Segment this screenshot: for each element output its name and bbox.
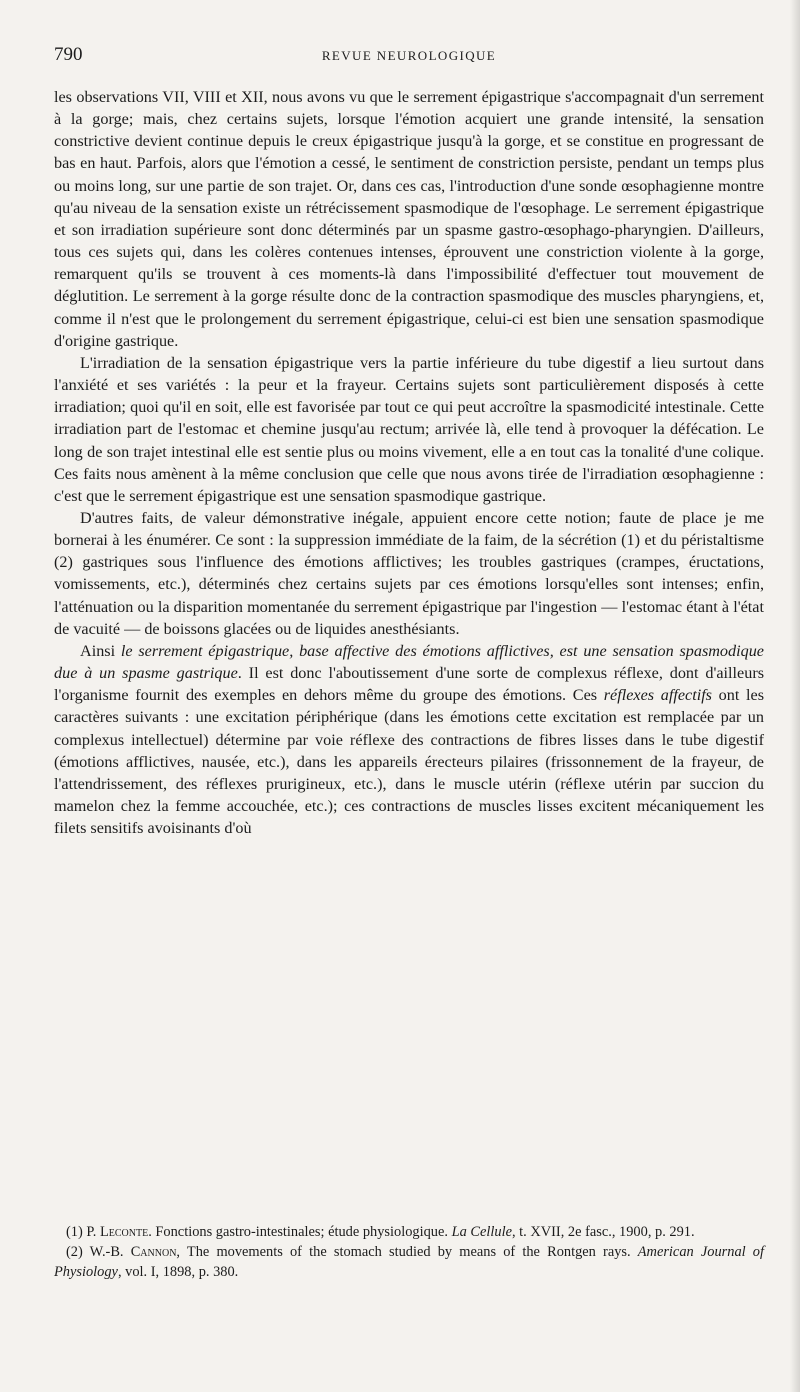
paragraph-1: les observations VII, VIII et XII, nous avons vu que le serrement épigastrique s'accompagnait d'un serrement à la gorge; mais, chez certains sujets, lorsque l'émotion acquiert une grande intensité, la sensation constrictive devient continue depuis le creux épigastrique jusqu'à la gorge, et se constitue en progressant de bas en haut. Parfois, alors que l'émotion a cessé, le sentiment de constriction persiste, pendant un temps plus ou moins long, sur une partie de son trajet. Or, dans ces cas, l'introduction d'une sonde œsophagienne montre qu'au niveau de la sensation existe un rétrécissement spasmodique de l'œsophage. Le serrement épigastrique et son irradiation supérieure sont donc déterminés par un spasme gastro-œsophago-pharyngien. D'ailleurs, tous ces sujets qui, dans les colères contenues intenses, éprouvent une constriction violente à la gorge, remarquent qu'ils se trouvent à ces moments-là dans l'impossibilité d'effectuer tout mouvement de déglutition. Le serrement à la gorge résulte donc de la contraction spasmodique des muscles pharyngiens, et, comme il n'est que le prolongement du serrement épigastrique, celui-ci est bien une sensation spasmodique d'origine gastrique. <box>54 88 764 350</box>
footnote-2-author: Cannon <box>130 1244 177 1260</box>
footnote-1-rest: , t. XVII, 2e fasc., 1900, p. 291. <box>511 1224 695 1240</box>
footnote-2-title: , The movements of the stomach studied by means of the Rontgen rays. <box>176 1244 638 1260</box>
paragraph-4-tail: ont les caractères suivants : une excitation périphérique (dans les émotions cette excitation est remplacée par un complexus intellectuel) détermine par voie réflexe des contractions de fibres lisses dans le tube digestif (émotions afflictives, nausée, etc.), dans les appareils érecteurs pilaires (frissonnement de la frayeur, de l'attendrissement, des réflexes prurigineux, etc.), dans le muscle utérin (réflexe utérin par succion du mamelon chez la femme accouchée, etc.); ces contractions de muscles lisses excitent mécaniquement les filets sensitifs avoisinants d'où <box>54 686 765 838</box>
paragraph-3: D'autres faits, de valeur démonstrative inégale, appuient encore cette notion; faute de place je me bornerai à les énumérer. Ce sont : la suppression immédiate de la faim, de la sécrétion (1) et du péristaltisme (2) gastriques sous l'influence des émotions afflictives; les troubles gastriques (crampes, éructations, vomissements, etc.), déterminés chez certains sujets par ces émotions lorsqu'elles sont intenses; enfin, l'atténuation ou la disparition momentanée du serrement épigastrique par l'ingestion — l'estomac étant à l'état de vacuité — de boissons glacées ou de liquides anesthésiants. <box>54 508 764 638</box>
footnote-1-author: Leconte <box>99 1224 149 1240</box>
paragraph-4-lead: Ainsi <box>80 641 121 660</box>
footnotes <box>54 1222 764 1282</box>
footnote-1-title: . Fonctions gastro-intestinales; étude physiologique. <box>148 1224 452 1240</box>
footnote-1 <box>54 1222 764 1242</box>
footnote-2-marker: (2) W.-B. <box>66 1244 131 1260</box>
body-text <box>54 86 764 839</box>
footnote-1-marker: (1) P. <box>66 1224 100 1240</box>
paragraph-4-italic-thesis: le serrement épigastrique, base affective des émotions afflictives, est une sensation spasmodique due à un spasme gastrique <box>54 641 764 683</box>
running-head: REVUE NEUROLOGIQUE <box>321 48 497 63</box>
paragraph-4-middle: . Il est donc l'aboutissement d'une sorte de complexus réflexe, dont d'ailleurs l'organisme fournit des exemples en dehors même du groupe des émotions. Ces <box>54 664 765 705</box>
page-edge-shadow <box>790 0 800 1392</box>
paragraph-2: L'irradiation de la sensation épigastrique vers la partie inférieure du tube digestif a lieu surtout dans l'anxiété et ses variétés : la peur et la frayeur. Certains sujets sont particulièrement disposés à cette irradiation; quoi qu'il en soit, elle est favorisée par tout ce qui peut accroître la spasmodicité intestinale. Cette irradiation part de l'estomac et chemine jusqu'au rectum; arrivée là, elle tend à provoquer la défécation. Le long de son trajet intestinal elle est sentie plus ou moins vivement, elle a en tout cas la tonalité d'une colique. Ces faits nous amènent à la même conclusion que celle que nous avons tirée de l'irradiation œsophagienne : c'est que le serrement épigastrique est une sensation spasmodique gastrique. <box>54 353 764 505</box>
page-number: 790 <box>54 44 83 65</box>
footnote-2-journal: American Journal of Physiology <box>54 1244 765 1280</box>
paragraph-4 <box>54 640 764 839</box>
page-header <box>54 44 764 68</box>
footnote-2 <box>54 1242 764 1282</box>
paragraph-4-italic-term: réflexes affectifs <box>603 686 712 705</box>
footnote-1-journal: La Cellule <box>451 1224 512 1240</box>
footnote-2-rest: , vol. I, 1898, p. 380. <box>117 1264 239 1280</box>
